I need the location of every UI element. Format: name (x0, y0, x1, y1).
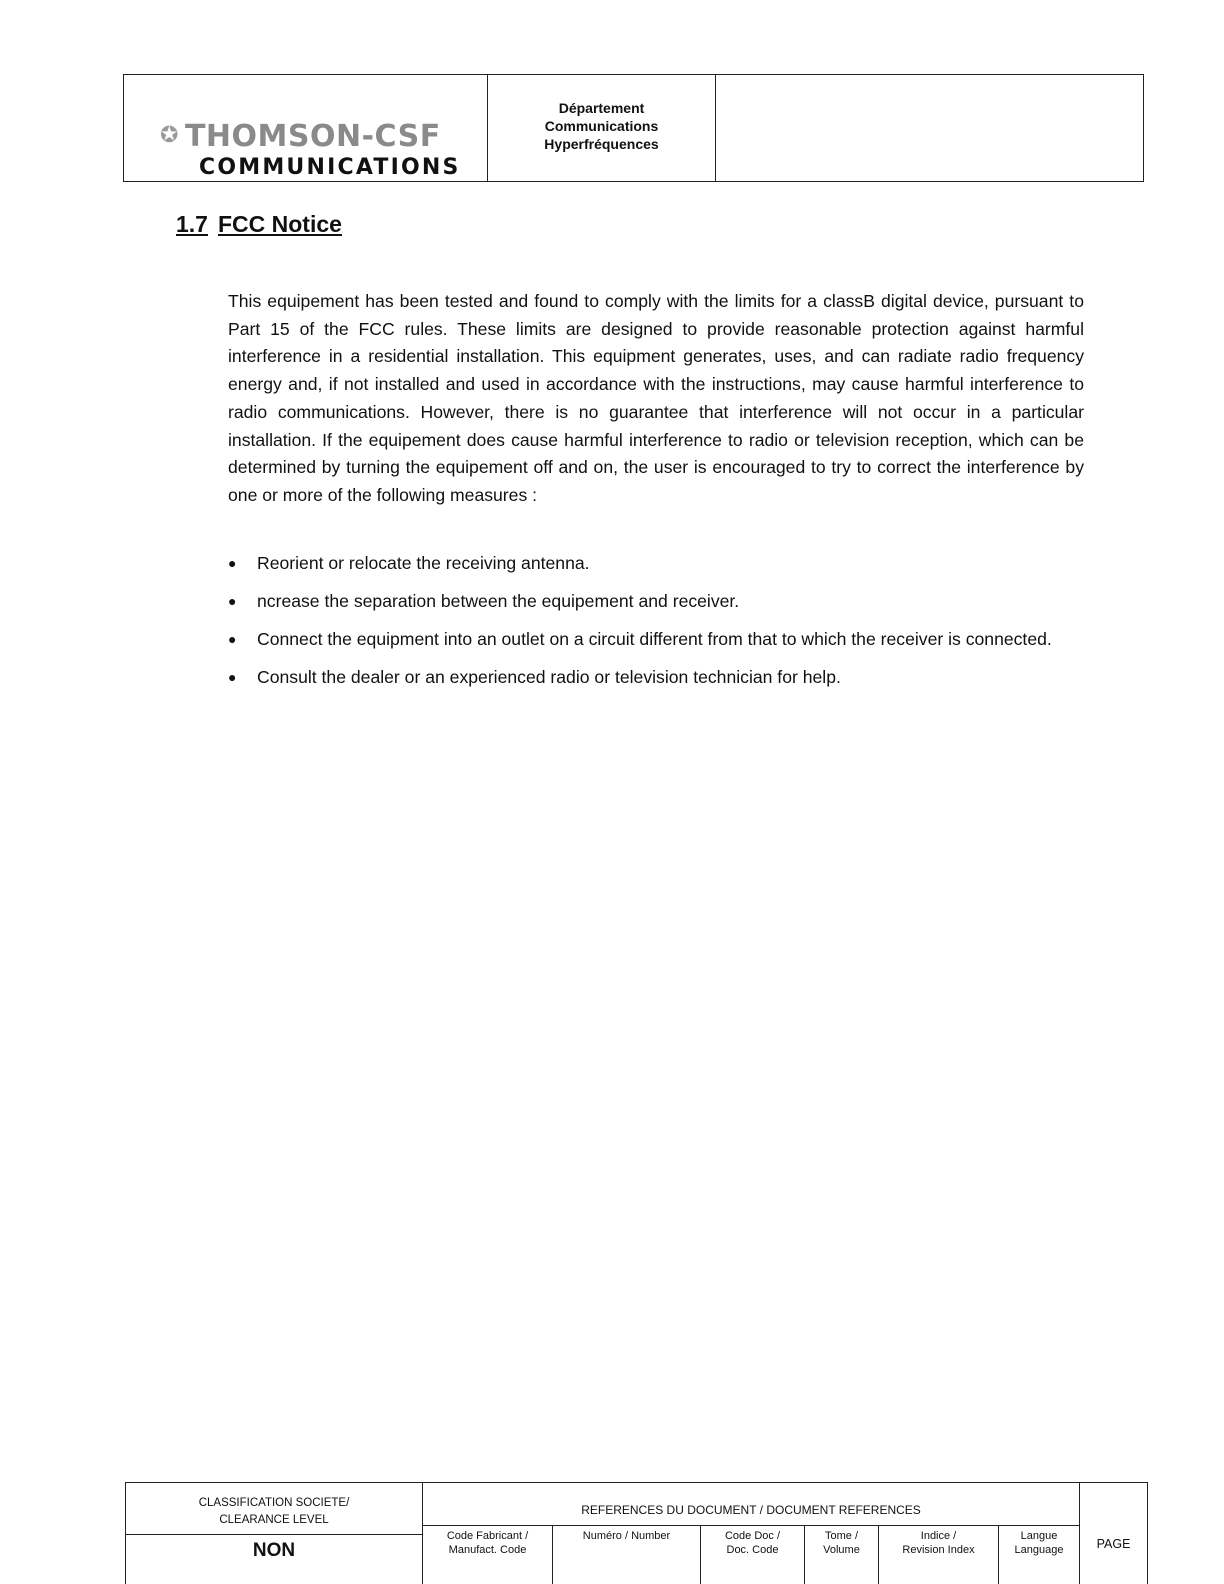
thomson-logo-icon: ✪ (160, 123, 179, 148)
department-line3: Hyperfréquences (544, 136, 659, 152)
references-block (423, 1483, 1080, 1584)
section-title (176, 211, 342, 238)
ref-col-line2: Doc. Code (726, 1544, 779, 1556)
references-title: REFERENCES DU DOCUMENT / DOCUMENT REFERENCES (581, 1503, 921, 1517)
classification-value: NON (252, 1540, 296, 1561)
page-label: PAGE (1096, 1537, 1131, 1551)
ref-col-line2: Volume (823, 1544, 860, 1556)
document-header (123, 74, 1144, 182)
bullet-icon: ● (228, 555, 237, 571)
classification-label (126, 1495, 422, 1529)
bullet-icon: ● (228, 593, 237, 609)
measures-list (228, 549, 1084, 701)
list-item (228, 663, 1084, 691)
list-item-text: Reorient or relocate the receiving antenna. (257, 553, 590, 573)
ref-col-revision-index (879, 1525, 999, 1584)
logo-line2: COMMUNICATIONS (199, 155, 461, 180)
ref-col-doc-code (701, 1525, 805, 1584)
ref-col-language (999, 1525, 1079, 1584)
section-number: 1.7 (176, 211, 208, 237)
ref-col-line1: Langue (1020, 1530, 1058, 1542)
list-item-text: Consult the dealer or an experienced radio or television technician for help. (257, 667, 841, 687)
ref-col-line1: Code Doc / (724, 1530, 781, 1542)
header-empty-cell (716, 75, 1143, 181)
list-item (228, 549, 1084, 577)
bullet-icon: ● (228, 669, 237, 685)
ref-col-volume (805, 1525, 879, 1584)
list-item (228, 625, 1084, 653)
ref-col-number (553, 1525, 701, 1584)
page-block (1080, 1483, 1147, 1584)
logo-wordmark (160, 119, 441, 154)
list-item-text: Connect the equipment into an outlet on a circuit different from that to which the receiver is connected. (257, 629, 1052, 649)
ref-col-line1: Tome / (824, 1530, 858, 1542)
bullet-icon: ● (228, 631, 237, 647)
list-item (228, 587, 1084, 615)
company-logo (124, 75, 488, 181)
divider (126, 1534, 422, 1535)
document-footer (125, 1482, 1148, 1584)
fcc-paragraph: This equipement has been tested and found to comply with the limits for a classB digital device, pursuant to Part 15 of the FCC rules. These limits are designed to provide reasonable protection against harmful interference in a residential installation. This equipment generates, uses, and can radiate radio frequency energy and, if not installed and used in accordance with the instructions, may cause harmful interference to radio communications. However, there is no guarantee that interference will not occur in a particular installation. If the equipement does cause harmful interference to radio or television reception, which can be determined by turning the equipement off and on, the user is encouraged to try to correct the interference by one or more of the following measures : (228, 291, 1084, 505)
ref-col-line1: Code Fabricant / (446, 1530, 529, 1542)
ref-col-manufact-code (423, 1525, 553, 1584)
list-item-text: ncrease the separation between the equipement and receiver. (257, 591, 740, 611)
classification-block (126, 1483, 423, 1584)
ref-col-line2: Language (1014, 1544, 1064, 1556)
classification-label-line2: CLEARANCE LEVEL (219, 1514, 329, 1526)
ref-col-line1: Numéro / Number (582, 1530, 671, 1542)
ref-col-line2: Revision Index (902, 1544, 975, 1556)
section-title-text: FCC Notice (217, 211, 342, 237)
classification-label-line1: CLASSIFICATION SOCIETE/ (198, 1497, 350, 1509)
ref-col-line2: Manufact. Code (448, 1544, 527, 1556)
logo-line1: THOMSON-CSF (184, 119, 441, 154)
department-line1: Département (558, 100, 645, 116)
ref-col-line1: Indice / (920, 1530, 957, 1542)
department-line2: Communications (544, 118, 659, 134)
department-block (488, 75, 716, 181)
